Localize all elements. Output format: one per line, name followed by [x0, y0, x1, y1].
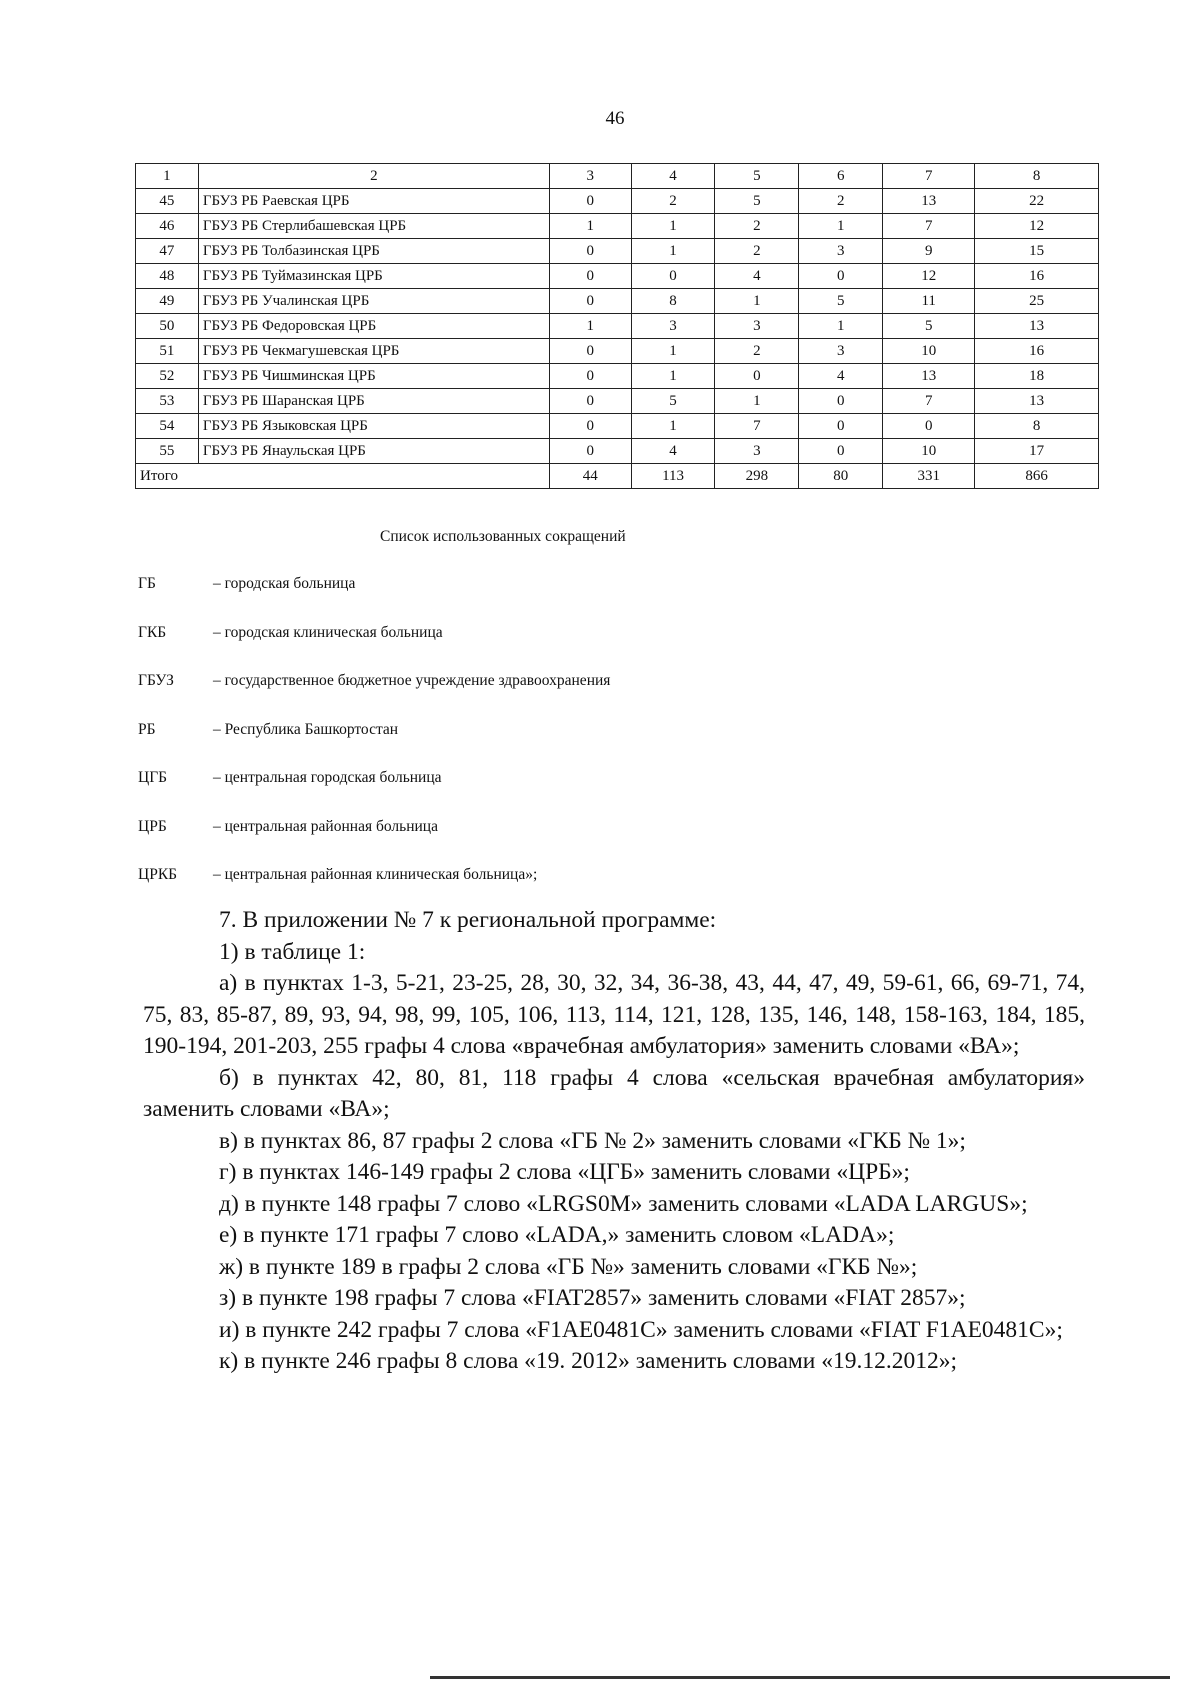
table-total-row — [136, 464, 1099, 489]
total-value-cell: 113 — [631, 464, 715, 489]
value-cell: 1 — [631, 239, 715, 264]
institution-name-cell: ГБУЗ РБ Шаранская ЦРБ — [198, 389, 549, 414]
value-cell: 9 — [883, 239, 975, 264]
value-cell: 0 — [715, 364, 799, 389]
value-cell: 10 — [883, 339, 975, 364]
table-row — [136, 314, 1099, 339]
amendment-item: и) в пункте 242 графы 7 слова «F1AE0481C» заменить словами «FIAT F1AE0481C»; — [219, 1316, 1063, 1343]
abbreviation-item — [138, 672, 610, 721]
value-cell: 12 — [883, 264, 975, 289]
value-cell: 0 — [799, 414, 883, 439]
abbreviations-list — [138, 575, 610, 915]
row-number-cell: 53 — [136, 389, 199, 414]
abbreviation-item — [138, 721, 610, 770]
abbreviation-definition: – городская больница — [213, 575, 356, 592]
institution-name-cell: ГБУЗ РБ Стерлибашевская ЦРБ — [198, 214, 549, 239]
value-cell: 8 — [631, 289, 715, 314]
header-cell: 4 — [631, 164, 715, 189]
footer-divider — [430, 1676, 1170, 1679]
value-cell: 4 — [715, 264, 799, 289]
value-cell: 4 — [631, 439, 715, 464]
abbreviation-term: ГБ — [138, 575, 156, 592]
amendment-heading: 7. В приложении № 7 к региональной программе: — [219, 907, 717, 933]
row-number-cell: 55 — [136, 439, 199, 464]
abbreviation-item — [138, 769, 610, 818]
row-number-cell: 46 — [136, 214, 199, 239]
row-number-cell: 45 — [136, 189, 199, 214]
value-cell: 1 — [715, 389, 799, 414]
value-cell: 2 — [631, 189, 715, 214]
value-cell: 2 — [715, 339, 799, 364]
amendment-item: а) в пунктах 1-3, 5-21, 23-25, 28, 30, 32, 34, 36-38, 43, 44, 47, 49, 59-61, 66, 69-71, 74, 75, 83, 85-87, 89, 93, 94, 98, 99, 105, 106, 113, 114, 121, 128, 135, 146, 148, 158-163, 184, 185, 190-194, 201-203, 255 графы 4 слова «врачебная амбулатория» заменить словами «ВА»; — [143, 970, 1085, 1059]
header-cell: 5 — [715, 164, 799, 189]
amendment-item: в) в пунктах 86, 87 графы 2 слова «ГБ № 2» заменить словами «ГКБ № 1»; — [219, 1127, 966, 1154]
table-row — [136, 389, 1099, 414]
value-cell: 3 — [715, 314, 799, 339]
data-table — [135, 163, 1099, 489]
value-cell: 1 — [799, 314, 883, 339]
value-cell: 0 — [631, 264, 715, 289]
value-cell: 5 — [883, 314, 975, 339]
institution-name-cell: ГБУЗ РБ Чишминская ЦРБ — [198, 364, 549, 389]
abbreviation-item — [138, 818, 610, 867]
value-cell: 0 — [549, 264, 631, 289]
amendment-item: е) в пункте 171 графы 7 слово «LADA,» заменить словом «LADA»; — [219, 1222, 895, 1248]
amendment-item: ж) в пункте 189 в графы 2 слова «ГБ №» заменить словами «ГКБ №»; — [219, 1253, 918, 1280]
value-cell: 5 — [631, 389, 715, 414]
value-cell: 1 — [799, 214, 883, 239]
table-body — [136, 164, 1099, 489]
value-cell: 0 — [883, 414, 975, 439]
value-cell: 18 — [975, 364, 1099, 389]
row-number-cell: 47 — [136, 239, 199, 264]
table-header-row — [136, 164, 1099, 189]
institution-name-cell: ГБУЗ РБ Раевская ЦРБ — [198, 189, 549, 214]
abbreviation-term: ГБУЗ — [138, 672, 174, 689]
value-cell: 16 — [975, 264, 1099, 289]
row-number-cell: 54 — [136, 414, 199, 439]
row-number-cell: 49 — [136, 289, 199, 314]
amendment-item: з) в пункте 198 графы 7 слова «FIAT2857» заменить словами «FIAT 2857»; — [219, 1285, 966, 1311]
value-cell: 3 — [799, 239, 883, 264]
total-value-cell: 80 — [799, 464, 883, 489]
institution-name-cell: ГБУЗ РБ Чекмагушевская ЦРБ — [198, 339, 549, 364]
header-cell: 2 — [198, 164, 549, 189]
value-cell: 3 — [631, 314, 715, 339]
value-cell: 13 — [975, 314, 1099, 339]
value-cell: 3 — [799, 339, 883, 364]
total-value-cell: 331 — [883, 464, 975, 489]
header-cell: 6 — [799, 164, 883, 189]
table-row — [136, 414, 1099, 439]
abbreviation-term: РБ — [138, 720, 156, 738]
total-value-cell: 44 — [549, 464, 631, 489]
value-cell: 25 — [975, 289, 1099, 314]
value-cell: 0 — [799, 264, 883, 289]
table-row — [136, 439, 1099, 464]
value-cell: 0 — [549, 239, 631, 264]
abbreviation-definition: – городская клиническая больница — [213, 623, 443, 641]
abbreviation-definition: – Республика Башкортостан — [213, 720, 399, 738]
value-cell: 13 — [883, 189, 975, 214]
abbreviation-term: ЦРКБ — [138, 866, 178, 883]
abbreviation-definition: – центральная районная больница — [213, 817, 438, 835]
table-row — [136, 189, 1099, 214]
abbreviation-item — [138, 575, 610, 624]
value-cell: 13 — [883, 364, 975, 389]
value-cell: 1 — [631, 339, 715, 364]
table-row — [136, 264, 1099, 289]
row-number-cell: 51 — [136, 339, 199, 364]
row-number-cell: 50 — [136, 314, 199, 339]
value-cell: 5 — [715, 189, 799, 214]
total-label-cell: Итого — [136, 464, 550, 489]
value-cell: 8 — [975, 414, 1099, 439]
amendments-text — [143, 905, 1085, 1378]
value-cell: 3 — [715, 439, 799, 464]
value-cell: 1 — [549, 214, 631, 239]
table-row — [136, 239, 1099, 264]
amendment-item: 1) в таблице 1: — [219, 938, 366, 965]
value-cell: 22 — [975, 189, 1099, 214]
row-number-cell: 52 — [136, 364, 199, 389]
value-cell: 0 — [549, 289, 631, 314]
abbreviation-definition: – центральная районная клиническая больница»; — [213, 866, 538, 883]
institution-name-cell: ГБУЗ РБ Туймазинская ЦРБ — [198, 264, 549, 289]
institution-name-cell: ГБУЗ РБ Толбазинская ЦРБ — [198, 239, 549, 264]
header-cell: 3 — [549, 164, 631, 189]
table-row — [136, 364, 1099, 389]
row-number-cell: 48 — [136, 264, 199, 289]
value-cell: 17 — [975, 439, 1099, 464]
value-cell: 7 — [883, 389, 975, 414]
value-cell: 10 — [883, 439, 975, 464]
abbreviation-term: ЦГБ — [138, 769, 168, 786]
amendment-item: б) в пунктах 42, 80, 81, 118 графы 4 слова «сельская врачебная амбулатория» заменить словами «ВА»; — [143, 1064, 1085, 1122]
value-cell: 1 — [549, 314, 631, 339]
value-cell: 0 — [549, 414, 631, 439]
value-cell: 11 — [883, 289, 975, 314]
header-cell: 8 — [975, 164, 1099, 189]
value-cell: 0 — [799, 439, 883, 464]
value-cell: 12 — [975, 214, 1099, 239]
value-cell: 0 — [549, 364, 631, 389]
value-cell: 13 — [975, 389, 1099, 414]
value-cell: 5 — [799, 289, 883, 314]
amendment-item: г) в пунктах 146-149 графы 2 слова «ЦГБ» заменить словами «ЦРБ»; — [219, 1159, 910, 1185]
value-cell: 0 — [549, 389, 631, 414]
table-row — [136, 289, 1099, 314]
institution-name-cell: ГБУЗ РБ Учалинская ЦРБ — [198, 289, 549, 314]
page-number: 46 — [605, 108, 625, 129]
value-cell: 15 — [975, 239, 1099, 264]
abbreviation-definition: – государственное бюджетное учреждение здравоохранения — [213, 672, 611, 689]
value-cell: 1 — [631, 364, 715, 389]
abbreviation-item — [138, 624, 610, 673]
header-cell: 7 — [883, 164, 975, 189]
value-cell: 1 — [631, 414, 715, 439]
total-value-cell: 298 — [715, 464, 799, 489]
amendment-item: д) в пункте 148 графы 7 слово «LRGS0M» заменить словами «LADA LARGUS»; — [219, 1190, 1028, 1217]
value-cell: 2 — [715, 239, 799, 264]
value-cell: 1 — [631, 214, 715, 239]
abbreviations-title: Список использованных сокращений — [380, 528, 626, 545]
value-cell: 1 — [715, 289, 799, 314]
value-cell: 0 — [549, 439, 631, 464]
abbreviation-definition: – центральная городская больница — [213, 769, 442, 786]
abbreviation-term: ГКБ — [138, 623, 167, 641]
amendment-item: к) в пункте 246 графы 8 слова «19. 2012» заменить словами «19.12.2012»; — [219, 1348, 958, 1374]
institution-name-cell: ГБУЗ РБ Янаульская ЦРБ — [198, 439, 549, 464]
value-cell: 4 — [799, 364, 883, 389]
institution-name-cell: ГБУЗ РБ Федоровская ЦРБ — [198, 314, 549, 339]
value-cell: 7 — [715, 414, 799, 439]
value-cell: 2 — [799, 189, 883, 214]
value-cell: 16 — [975, 339, 1099, 364]
value-cell: 0 — [549, 339, 631, 364]
institution-name-cell: ГБУЗ РБ Языковская ЦРБ — [198, 414, 549, 439]
value-cell: 2 — [715, 214, 799, 239]
header-cell: 1 — [136, 164, 199, 189]
value-cell: 0 — [799, 389, 883, 414]
value-cell: 0 — [549, 189, 631, 214]
table-row — [136, 214, 1099, 239]
total-value-cell: 866 — [975, 464, 1099, 489]
value-cell: 7 — [883, 214, 975, 239]
table-row — [136, 339, 1099, 364]
abbreviation-term: ЦРБ — [138, 817, 167, 835]
